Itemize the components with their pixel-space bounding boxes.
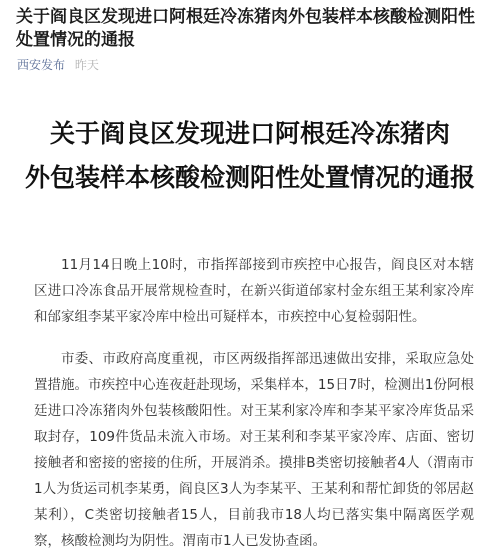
article-title: 关于阎良区发现进口阿根廷冷冻猪肉外包装样本核酸检测阳性处置情况的通报 [16, 7, 475, 50]
banner-line-2: 外包装样本核酸检测阳性处置情况的通报 [24, 163, 475, 192]
banner-line-1: 关于阎良区发现进口阿根廷冷冻猪肉 [49, 119, 450, 148]
source-account-link[interactable]: 西安发布 [17, 58, 66, 72]
paragraph-1: 11月14日晚上10时，市指挥部接到市疾控中心报告，阎良区对本辖区进口冷冻食品开展常规检查时，在新兴街道邰家村金东组王某利家冷库和邰家组李某平家冷库中检出可疑样本，市疾控中心复检弱阳性。 [34, 257, 474, 325]
article-meta [17, 57, 99, 73]
headline-banner-image [0, 112, 500, 200]
publish-time: 昨天 [74, 58, 99, 72]
paragraph-2: 市委、市政府高度重视，市区两级指挥部迅速做出安排，采取应急处置措施。市疾控中心连夜赶赴现场，采集样本，15日7时，检测出1份阿根廷进口冷冻猪肉外包装核酸阳性。对王某利家冷库和李某平家冷库货品采取封存，109件货品未流入市场。对王某利和李某平家冷库、店面、密切接触者和密接的密接的住所，开展消杀。摸排B类密切接触者4人（渭南市1人为货运司机李某勇，阎良区3人为李某平、王某利和帮忙卸货的邻居赵某利），C类密切接触者15人，目前我市18人均已落实集中隔离医学观察，核酸检测均为阴性。渭南市1人已发协查函。 [34, 351, 474, 549]
